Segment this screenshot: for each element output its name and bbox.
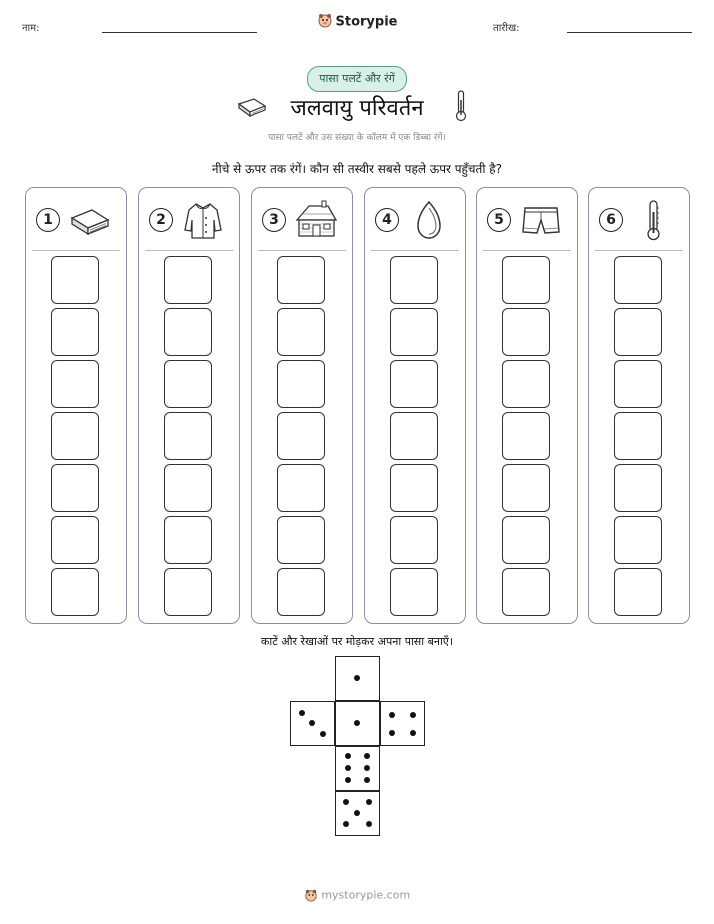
- date-line[interactable]: [567, 32, 692, 33]
- die-pip: [410, 730, 416, 736]
- die-pip: [320, 731, 326, 737]
- footer-url[interactable]: mystorypie.com: [321, 888, 411, 902]
- die-pip: [364, 753, 370, 759]
- die-pip: [389, 712, 395, 718]
- book-icon: [68, 198, 112, 242]
- column-2: [138, 187, 240, 624]
- color-box[interactable]: [390, 360, 438, 408]
- page-title: जलवायु परिवर्तन: [290, 96, 424, 121]
- thermometer-icon: [631, 198, 675, 242]
- die-face-1: [335, 701, 380, 746]
- shorts-icon: [519, 198, 563, 242]
- color-box[interactable]: [164, 464, 212, 512]
- color-box[interactable]: [51, 256, 99, 304]
- color-box[interactable]: [164, 256, 212, 304]
- color-box[interactable]: [51, 464, 99, 512]
- die-face-1: [335, 656, 380, 701]
- color-box[interactable]: [51, 568, 99, 616]
- color-box[interactable]: [51, 516, 99, 564]
- column-divider: [258, 250, 346, 251]
- cut-instruction: काटें और रेखाओं पर मोड़कर अपना पासा बनाएँ।: [260, 635, 454, 648]
- color-box[interactable]: [390, 256, 438, 304]
- column-divider: [483, 250, 571, 251]
- thermometer-icon: [455, 90, 467, 126]
- coat-icon: [181, 198, 225, 242]
- color-box[interactable]: [277, 360, 325, 408]
- column-5: [476, 187, 578, 624]
- color-box[interactable]: [51, 308, 99, 356]
- column-number: 3: [262, 208, 286, 232]
- color-box[interactable]: [614, 516, 662, 564]
- color-box[interactable]: [390, 412, 438, 460]
- column-number: 6: [599, 208, 623, 232]
- color-box[interactable]: [614, 256, 662, 304]
- die-face-5: [335, 791, 380, 836]
- color-box[interactable]: [614, 412, 662, 460]
- drop-icon: [407, 198, 451, 242]
- house-icon: [294, 198, 338, 242]
- die-pip: [309, 720, 315, 726]
- color-box[interactable]: [502, 516, 550, 564]
- die-pip: [345, 753, 351, 759]
- column-number: 5: [487, 208, 511, 232]
- die-pip: [343, 821, 349, 827]
- color-box[interactable]: [277, 256, 325, 304]
- die-pip: [354, 675, 360, 681]
- die-face-4: [380, 701, 425, 746]
- die-pip: [343, 799, 349, 805]
- color-box[interactable]: [51, 412, 99, 460]
- color-box[interactable]: [390, 464, 438, 512]
- color-box[interactable]: [277, 464, 325, 512]
- die-pip: [366, 821, 372, 827]
- color-box[interactable]: [502, 568, 550, 616]
- column-number: 1: [36, 208, 60, 232]
- die-pip: [366, 799, 372, 805]
- column-1: [25, 187, 127, 624]
- color-box[interactable]: [164, 568, 212, 616]
- color-box[interactable]: [164, 360, 212, 408]
- color-box[interactable]: [164, 412, 212, 460]
- color-box[interactable]: [614, 568, 662, 616]
- date-label: तारीख:: [493, 23, 520, 34]
- die-pip: [345, 777, 351, 783]
- color-box[interactable]: [390, 308, 438, 356]
- die-pip: [354, 810, 360, 816]
- brand: [0, 12, 714, 32]
- instruction: नीचे से ऊपर तक रंगें। कौन सी तस्वीर सबसे पहले ऊपर पहुँचती है?: [211, 162, 503, 176]
- color-box[interactable]: [390, 516, 438, 564]
- die-pip: [389, 730, 395, 736]
- column-4: [364, 187, 466, 624]
- color-box[interactable]: [502, 464, 550, 512]
- color-box[interactable]: [277, 412, 325, 460]
- color-box[interactable]: [277, 516, 325, 564]
- color-box[interactable]: [614, 308, 662, 356]
- column-divider: [371, 250, 459, 251]
- storypie-logo-icon: [304, 888, 322, 901]
- die-face-6: [335, 746, 380, 791]
- column-divider: [32, 250, 120, 251]
- color-box[interactable]: [164, 308, 212, 356]
- color-box[interactable]: [614, 464, 662, 512]
- footer: [0, 888, 714, 902]
- subtitle: पासा पलटें और उस संख्या के कॉलम में एक डिब्बा रंगें।: [268, 133, 446, 143]
- die-pip: [410, 712, 416, 718]
- column-number: 4: [375, 208, 399, 232]
- storypie-logo-icon: [317, 12, 333, 32]
- die-face-3: [290, 701, 335, 746]
- die-pip: [364, 777, 370, 783]
- die-pip: [345, 765, 351, 771]
- column-3: [251, 187, 353, 624]
- color-box[interactable]: [502, 308, 550, 356]
- color-box[interactable]: [164, 516, 212, 564]
- activity-badge: पासा पलटें और रंगें: [307, 66, 407, 92]
- color-box[interactable]: [390, 568, 438, 616]
- column-divider: [595, 250, 683, 251]
- color-box[interactable]: [502, 412, 550, 460]
- color-box[interactable]: [502, 256, 550, 304]
- color-box[interactable]: [502, 360, 550, 408]
- column-6: [588, 187, 690, 624]
- name-label: नाम:: [22, 23, 40, 34]
- die-pip: [364, 765, 370, 771]
- die-pip: [354, 720, 360, 726]
- brand-name: Storypie: [335, 14, 398, 30]
- color-box[interactable]: [51, 360, 99, 408]
- column-divider: [145, 250, 233, 251]
- column-number: 2: [149, 208, 173, 232]
- name-line[interactable]: [102, 32, 257, 33]
- color-box[interactable]: [277, 308, 325, 356]
- color-box[interactable]: [614, 360, 662, 408]
- die-pip: [299, 710, 305, 716]
- color-box[interactable]: [277, 568, 325, 616]
